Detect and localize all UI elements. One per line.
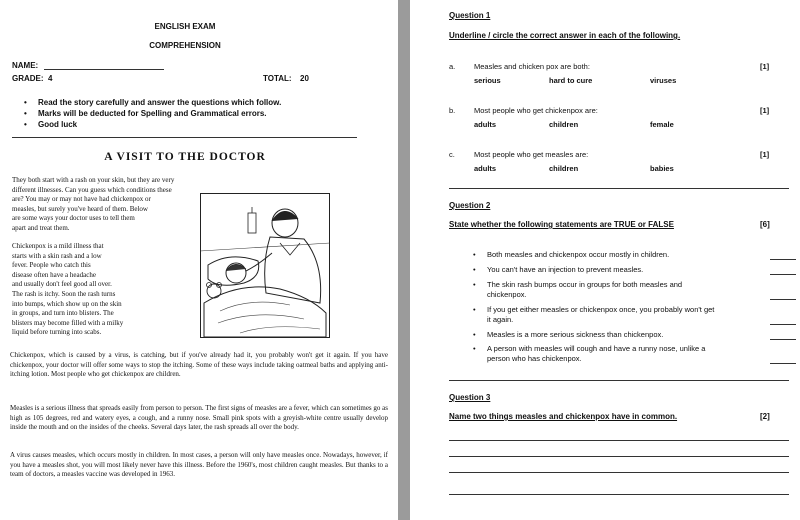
q2-statement: • If you get either measles or chickenpox once, you probably won't get it again.	[487, 305, 717, 325]
text-line: into bumps, which show up on the skin	[12, 299, 122, 308]
q2-answer-blank[interactable]	[770, 339, 796, 340]
q3-title: Question 3	[449, 393, 491, 402]
q1-title: Question 1	[449, 11, 491, 20]
q2-statement: • The skin rash bumps occur in groups for both measles and chickenpox.	[487, 280, 717, 300]
q1c-option[interactable]: children	[549, 164, 579, 173]
text-line: measles, but surely you've heard of them. Below	[12, 204, 148, 213]
q2-answer-blank[interactable]	[770, 324, 796, 325]
text-line: and usually don't feel good all over.	[12, 280, 112, 289]
q1b-letter: b.	[449, 106, 456, 115]
total-value: 20	[300, 74, 309, 83]
q1a-text: Measles and chicken pox are both:	[474, 62, 590, 71]
q1a-option[interactable]: viruses	[650, 76, 677, 85]
q1b-marks: [1]	[760, 106, 770, 115]
section-title: COMPREHENSION	[149, 41, 221, 50]
q1b-option[interactable]: adults	[474, 120, 497, 129]
q1c-letter: c.	[449, 150, 455, 159]
exam-title: ENGLISH EXAM	[154, 22, 216, 31]
q2-answer-blank[interactable]	[770, 259, 796, 260]
story-paragraph: Measles is a serious illness that spreads easily from person to person. The first signs of measles are a fever, which can sometimes go as high as 105 degrees, red and watery eyes, a cough, and a runny nose. Small pink spots with a greyish-white centre usually develop inside the mouth and on the insides of the cheeks. Several days later, the rash spreads all over the body.	[10, 404, 388, 432]
text-line: are some ways your doctor uses to tell them	[12, 214, 135, 223]
text-line: Chickenpox is a mild illness that	[12, 242, 104, 250]
text-line: in groups, and turn into blisters. The	[12, 309, 114, 318]
q3-answer-line[interactable]	[449, 456, 789, 457]
story-paragraph: Chickenpox, which is caused by a virus, is catching, but if you've already had it, you probably won't get it again. If you have chickenpox, your doctor will offer some ways to stop the itching. Some of these ways include taking oatmeal baths and applying anti-itching lotion. Most people who get chickenpox are children.	[10, 351, 388, 379]
text-line: disease often have a headache	[12, 270, 96, 279]
text-line: blisters may become filled with a milky	[12, 318, 124, 327]
q1c-option[interactable]: babies	[650, 164, 674, 173]
name-blank[interactable]	[44, 69, 164, 70]
q3-answer-line[interactable]	[449, 440, 789, 441]
exam-page-right	[410, 0, 800, 520]
q1c-option[interactable]: adults	[474, 164, 497, 173]
story-intro	[12, 176, 174, 234]
q1b-text: Most people who get chickenpox are:	[474, 106, 598, 115]
q3-answer-line[interactable]	[449, 494, 789, 495]
instruction-item: • Read the story carefully and answer the questions which follow.	[38, 98, 281, 107]
text-line: They both start with a rash on your skin, but they are very	[12, 176, 175, 184]
q1b-option[interactable]: children	[549, 120, 579, 129]
grade-label: GRADE:	[12, 74, 44, 83]
story-title: A VISIT TO THE DOCTOR	[104, 151, 266, 163]
q2-instruction: State whether the following statements are TRUE or FALSE	[449, 220, 674, 229]
q1b-option[interactable]: female	[650, 120, 674, 129]
exam-page-left	[0, 0, 398, 520]
text-line: fever. People who catch this	[12, 261, 91, 270]
q3-instruction: Name two things measles and chickenpox have in common.	[449, 412, 678, 421]
q2-title: Question 2	[449, 201, 491, 210]
q1c-text: Most people who get measles are:	[474, 150, 589, 159]
chickenpox-intro	[12, 242, 123, 338]
divider	[449, 188, 789, 189]
q1a-letter: a.	[449, 62, 456, 71]
q1c-marks: [1]	[760, 150, 770, 159]
q2-answer-blank[interactable]	[770, 274, 796, 275]
total-label: TOTAL:	[263, 74, 292, 83]
doctor-child-illustration	[200, 193, 330, 338]
q1a-option[interactable]: hard to cure	[549, 76, 593, 85]
q2-answer-blank[interactable]	[770, 363, 796, 364]
q3-marks: [2]	[760, 412, 770, 421]
text-line: liquid before turning into scabs.	[12, 328, 102, 337]
text-line: different illnesses. Can you guess which conditions these	[12, 185, 172, 194]
q1a-option[interactable]: serious	[474, 76, 501, 85]
instruction-item: • Marks will be deducted for Spelling and Grammatical errors.	[38, 109, 267, 118]
q2-answer-blank[interactable]	[770, 299, 796, 300]
text-line: The rash is itchy. Soon the rash turns	[12, 289, 116, 298]
q2-statement: • You can't have an injection to prevent measles.	[487, 265, 717, 275]
grade-value: 4	[48, 74, 53, 83]
q2-statement: • A person with measles will cough and have a runny nose, unlike a person who has chickenpox.	[487, 344, 717, 364]
instruction-item: • Good luck	[38, 120, 77, 129]
q2-statement: • Both measles and chickenpox occur mostly in children.	[487, 250, 717, 260]
q2-marks: [6]	[760, 220, 770, 229]
text-line: apart and treat them.	[12, 223, 70, 232]
q1a-marks: [1]	[760, 62, 770, 71]
divider	[449, 380, 789, 381]
text-line: are? You may or may not have had chickenpox or	[12, 195, 151, 204]
divider	[12, 137, 357, 138]
name-label: NAME:	[12, 61, 39, 70]
q1-instruction: Underline / circle the correct answer in each of the following.	[449, 31, 681, 40]
text-line: starts with a skin rash and a low	[12, 251, 102, 260]
story-paragraph: A virus causes measles, which occurs mostly in children. In most cases, a person will only have measles once. Nowadays, however, if you have a measles shot, you will most likely never have this illness. Before the 1960's, most children caught measles. But thanks to a team of doctors, a measles vaccine was developed in 1963.	[10, 451, 388, 479]
q2-statement: • Measles is a more serious sickness than chickenpox.	[487, 330, 717, 340]
q3-answer-line[interactable]	[449, 472, 789, 473]
